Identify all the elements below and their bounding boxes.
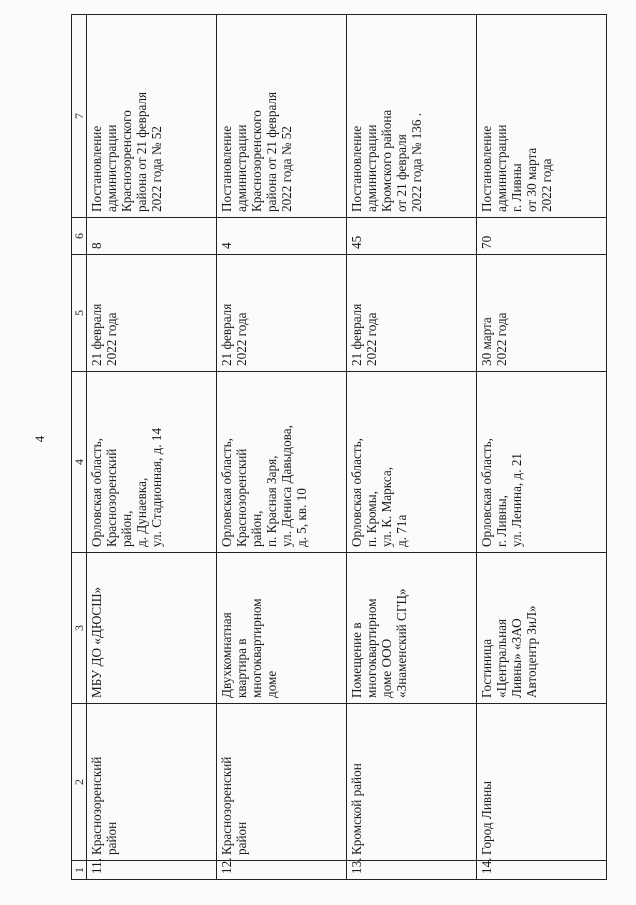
cell-line: д. 71а [394, 514, 409, 547]
capacity-cell: 45 [347, 218, 477, 255]
capacity-cell: 8 [87, 218, 217, 255]
column-header: 6 [72, 218, 87, 255]
cell-line: 2022 года [494, 312, 509, 366]
cell-line: Ливны» «ЗАО [509, 618, 524, 698]
document-cell [477, 15, 607, 218]
table-row [217, 15, 347, 880]
cell-line: д. 5, кв. 10 [294, 488, 309, 547]
cell-line: 21 февраля [89, 303, 104, 366]
cell-line: 2022 года [364, 312, 379, 366]
cell-line: район [234, 821, 249, 855]
address-cell [477, 372, 607, 553]
cell-line: Орловская область, [219, 438, 234, 547]
table-row [347, 15, 477, 880]
cell-line: 21 февраля [349, 303, 364, 366]
cell-line: п. Красная Заря, [264, 455, 279, 547]
document-cell [347, 15, 477, 218]
cell-line: 2022 года № 136 . [409, 112, 424, 212]
object-cell [217, 553, 347, 704]
row-number: 12. [217, 861, 347, 880]
header-row [72, 15, 87, 880]
cell-line: район, [119, 510, 134, 547]
district-cell [347, 704, 477, 861]
cell-line: квартира в [234, 638, 249, 698]
cell-line: район [104, 821, 119, 855]
cell-line: 2022 года № 52 [279, 126, 294, 212]
column-header: 1 [72, 861, 87, 880]
address-cell [217, 372, 347, 553]
cell-line: района от 21 февраля [264, 91, 279, 212]
capacity-cell: 70 [477, 218, 607, 255]
cell-line: «Центральная [494, 618, 509, 698]
cell-line: ул. К. Маркса, [379, 467, 394, 547]
cell-line: Орловская область, [349, 438, 364, 547]
date-cell [477, 255, 607, 372]
cell-line: г. Ливны, [494, 495, 509, 547]
date-cell [87, 255, 217, 372]
cell-line: 2022 года [104, 312, 119, 366]
cell-line: д. Дунаевка, [134, 477, 149, 547]
cell-line: п. Кромы, [364, 491, 379, 547]
cell-line: от 21 февраля [394, 134, 409, 212]
data-table [71, 14, 607, 880]
page-number: 4 [32, 435, 47, 443]
district-cell [477, 704, 607, 861]
capacity-cell: 4 [217, 218, 347, 255]
table-row [87, 15, 217, 880]
cell-line: Кромской район [349, 763, 364, 855]
row-number: 13. [347, 861, 477, 880]
cell-line: Краснозоренский [104, 448, 119, 547]
cell-line: г. Ливны [509, 163, 524, 212]
cell-line: Краснозоренского [249, 110, 264, 212]
object-cell [477, 553, 607, 704]
cell-line: «Знаменский СГЦ» [394, 588, 409, 698]
cell-line: Кромского района [379, 109, 394, 212]
column-header: 3 [72, 553, 87, 704]
cell-line: администрации [494, 124, 509, 212]
cell-line: доме [264, 670, 279, 698]
cell-line: Краснозоренского [119, 110, 134, 212]
cell-line: ул. Ленина, д. 21 [509, 452, 524, 547]
document-cell [87, 15, 217, 218]
cell-line: Орловская область, [479, 438, 494, 547]
cell-line: Постановление [479, 125, 494, 212]
cell-line: администрации [104, 124, 119, 212]
column-header: 7 [72, 15, 87, 218]
column-header: 4 [72, 372, 87, 553]
cell-line: района от 21 февраля [134, 91, 149, 212]
cell-line: Постановление [219, 125, 234, 212]
district-cell [217, 704, 347, 861]
cell-line: 2022 года № 52 [149, 126, 164, 212]
document-cell [217, 15, 347, 218]
table-body [87, 15, 607, 880]
cell-line: Двухкомнатная [219, 612, 234, 698]
cell-line: доме ООО [379, 638, 394, 698]
row-number: 11. [87, 861, 217, 880]
cell-line: от 30 марта [524, 147, 539, 212]
cell-line: многоквартирном [249, 598, 264, 698]
district-cell [87, 704, 217, 861]
date-cell [347, 255, 477, 372]
date-cell [217, 255, 347, 372]
cell-line: 2022 года [234, 312, 249, 366]
cell-line: Краснозоренский [219, 756, 234, 855]
cell-line: Краснозоренский [89, 756, 104, 855]
cell-line: район, [249, 510, 264, 547]
cell-line: Помещение в [349, 622, 364, 698]
object-cell [87, 553, 217, 704]
address-cell [87, 372, 217, 553]
rotated-table-container [71, 22, 593, 880]
cell-line: ул. Стадионная, д. 14 [149, 427, 164, 547]
cell-line: Гостиница [479, 638, 494, 698]
row-number: 14. [477, 861, 607, 880]
column-header: 2 [72, 704, 87, 861]
cell-line: ул. Дениса Давыдова, [279, 425, 294, 547]
cell-line: Орловская область, [89, 438, 104, 547]
cell-line: МБУ ДО «ДЮСШ» [89, 586, 104, 698]
cell-line: Постановление [89, 125, 104, 212]
cell-line: 21 февраля [219, 303, 234, 366]
cell-line: 2022 года [539, 158, 554, 212]
cell-line: Автоцентр ЗиЛ» [524, 605, 539, 698]
column-header: 5 [72, 255, 87, 372]
cell-line: администрации [364, 124, 379, 212]
cell-line: Город Ливны [479, 780, 494, 855]
table-row [477, 15, 607, 880]
cell-line: Постановление [349, 125, 364, 212]
cell-line: администрации [234, 124, 249, 212]
cell-line: Краснозоренский [234, 448, 249, 547]
cell-line: 30 марта [479, 317, 494, 366]
object-cell [347, 553, 477, 704]
cell-line: многоквартирном [364, 598, 379, 698]
address-cell [347, 372, 477, 553]
